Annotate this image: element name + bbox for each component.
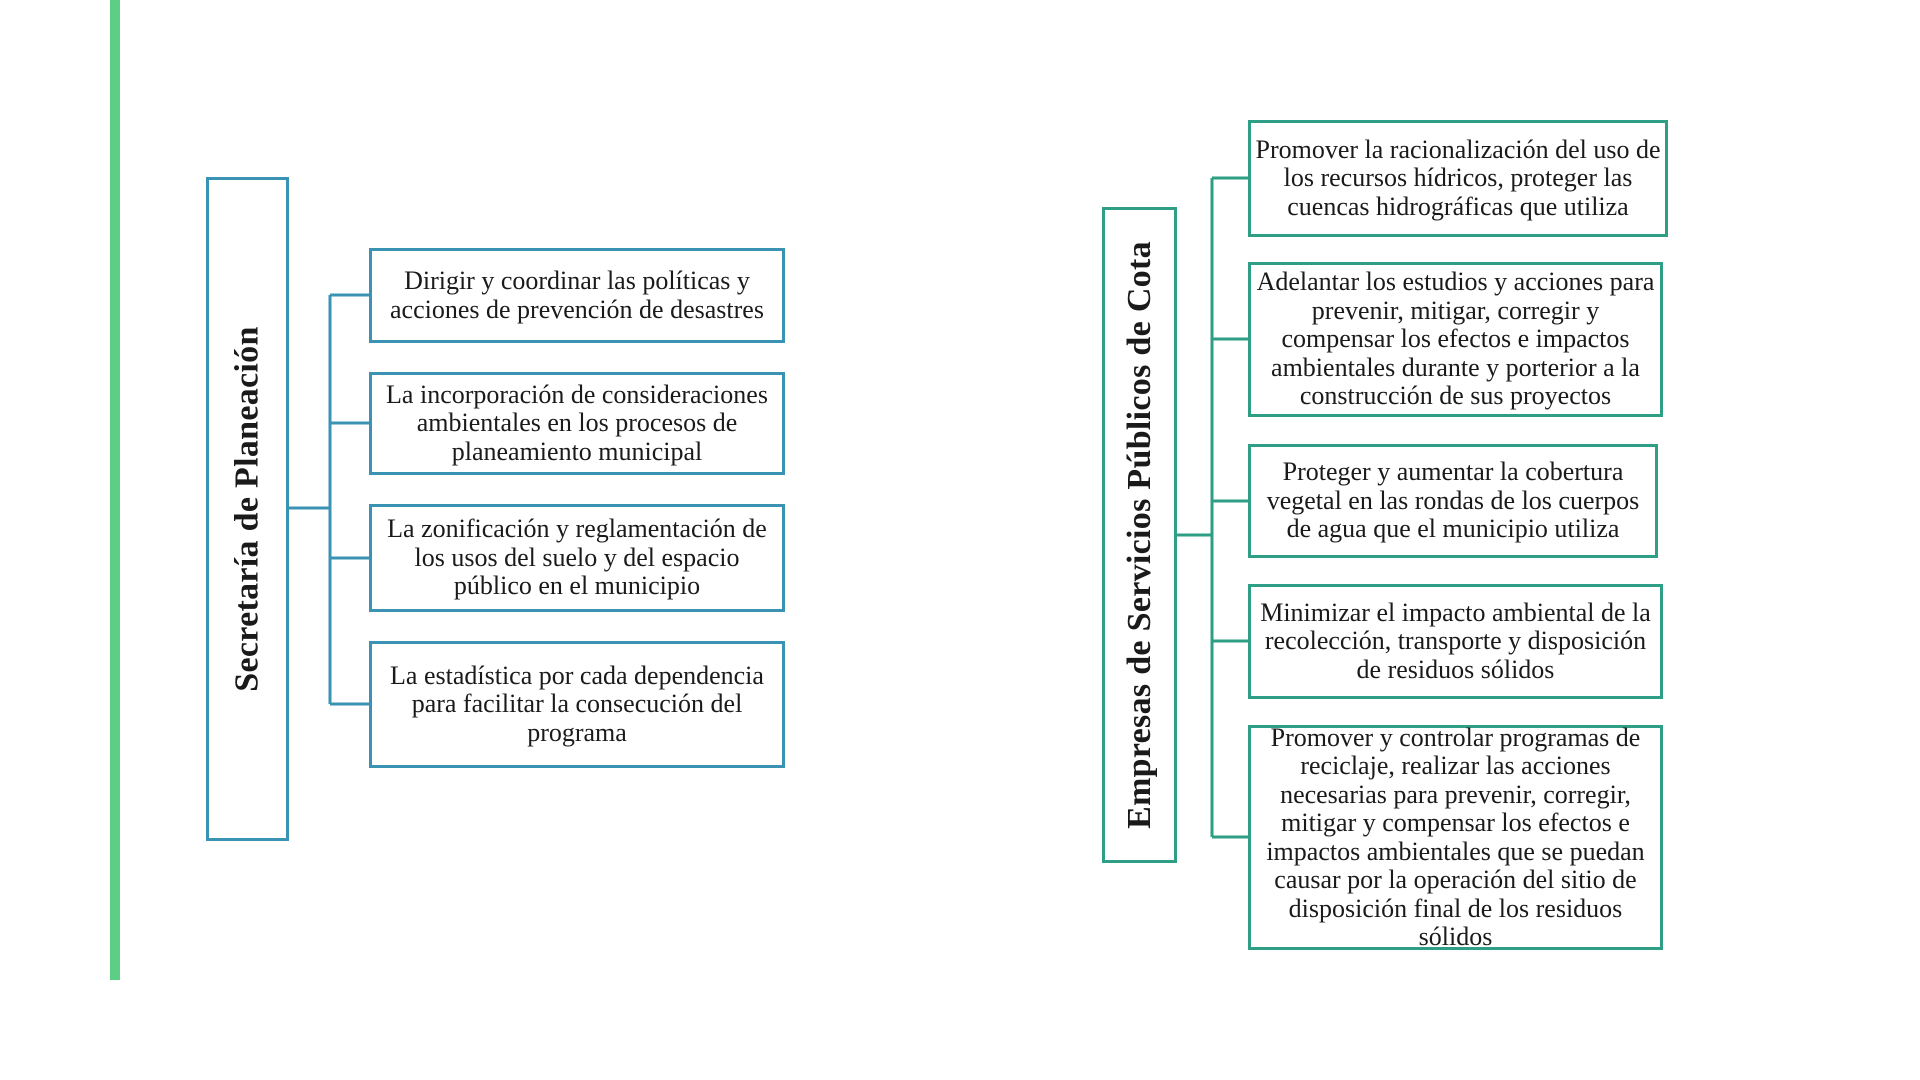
right-item-box: Minimizar el impacto ambiental de la recolección, transporte y disposición de residuos sólidos bbox=[1248, 584, 1663, 699]
left-item-box: La zonificación y reglamentación de los usos del suelo y del espacio público en el municipio bbox=[369, 504, 785, 612]
right-connectors bbox=[1177, 178, 1248, 837]
left-connectors bbox=[289, 295, 369, 704]
left-root-box bbox=[206, 177, 289, 841]
right-item-box: Adelantar los estudios y acciones para prevenir, mitigar, corregir y compensar los efectos e impactos ambientales durante y porterior a la construcción de sus proyectos bbox=[1248, 262, 1663, 417]
left-root-label: Secretaría de Planeación bbox=[228, 326, 266, 692]
left-item-box: La estadística por cada dependencia para facilitar la consecución del programa bbox=[369, 641, 785, 768]
right-root-label: Empresas de Servicios Públicos de Cota bbox=[1120, 241, 1158, 829]
left-item-box: Dirigir y coordinar las políticas y acciones de prevención de desastres bbox=[369, 248, 785, 343]
left-item-box: La incorporación de consideraciones ambientales en los procesos de planeamiento municipal bbox=[369, 372, 785, 475]
right-root-box bbox=[1102, 207, 1177, 863]
right-item-box: Proteger y aumentar la cobertura vegetal en las rondas de los cuerpos de agua que el municipio utiliza bbox=[1248, 444, 1658, 558]
right-item-box: Promover y controlar programas de reciclaje, realizar las acciones necesarias para prevenir, corregir, mitigar y compensar los efectos e impactos ambientales que se puedan causar por la operación del sitio de disposición final de los residuos sólidos bbox=[1248, 725, 1663, 950]
right-item-box: Promover la racionalización del uso de los recursos hídricos, proteger las cuencas hidrográficas que utiliza bbox=[1248, 120, 1668, 237]
